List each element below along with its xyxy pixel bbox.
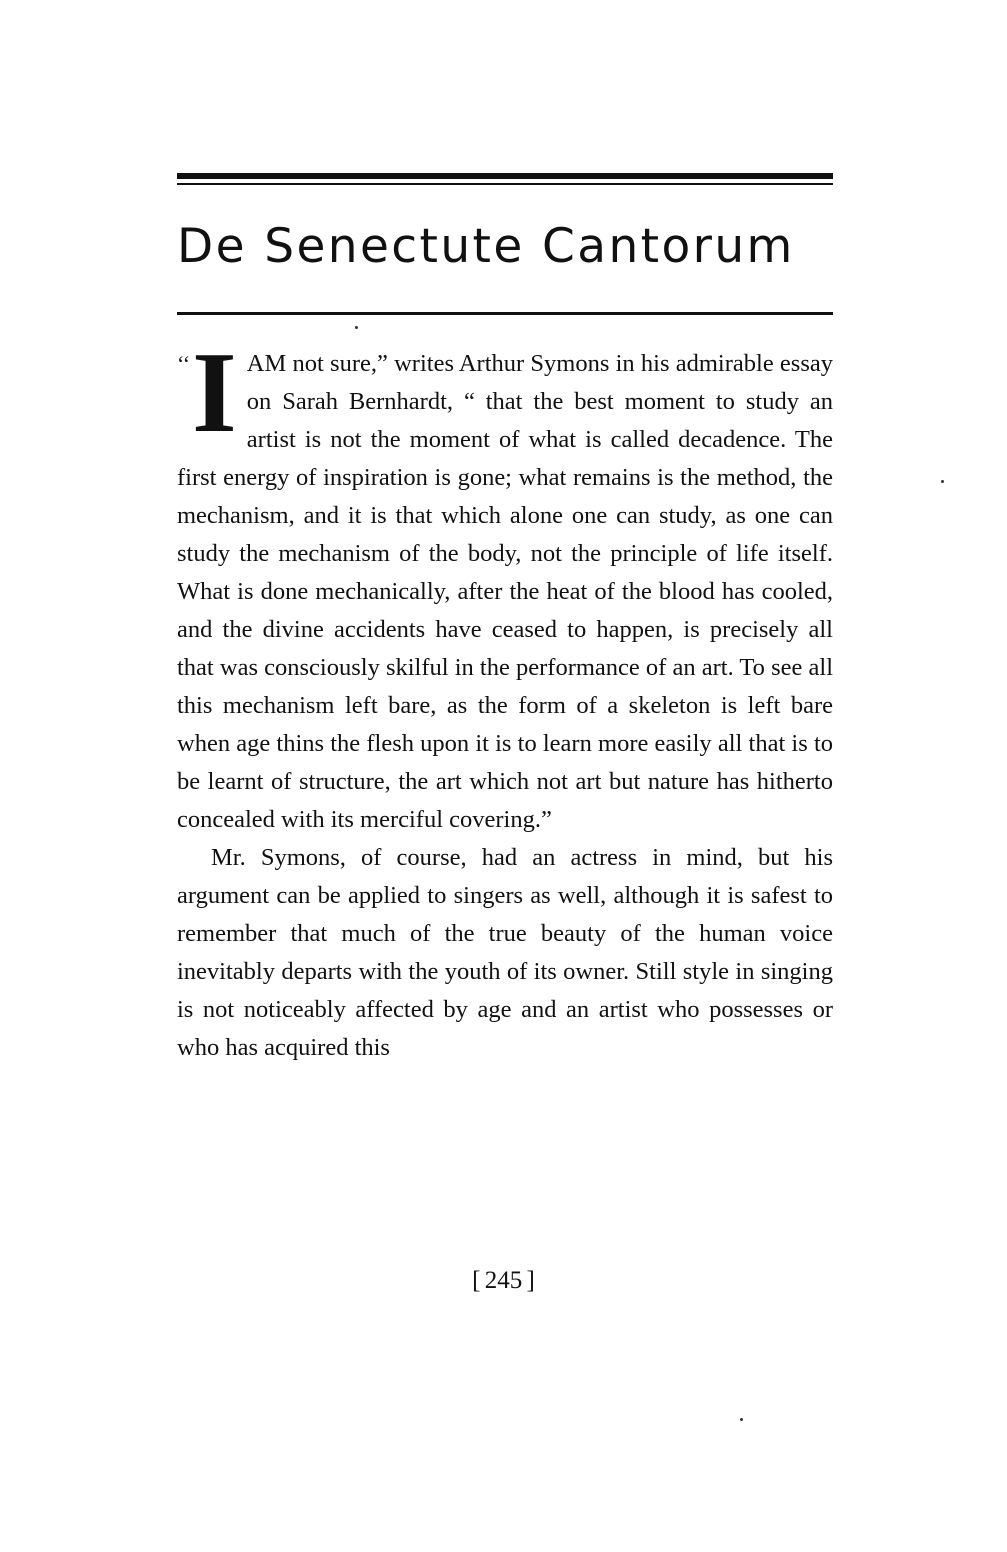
scan-speck <box>941 480 944 483</box>
page-number-value: 245 <box>484 1267 523 1294</box>
top-double-rule-thick <box>177 173 833 179</box>
opening-quote: ‘‘ <box>177 351 191 376</box>
drop-cap: I <box>192 329 237 456</box>
paragraph-second <box>177 839 833 1067</box>
title-underline-rule <box>177 312 833 315</box>
paragraph-first <box>177 329 833 839</box>
scan-speck <box>740 1418 743 1421</box>
body-text <box>177 329 833 1067</box>
page-number-close-bracket: ] <box>526 1267 535 1294</box>
paragraph-second-text: Mr. Symons, of course, had an actress in mind, but his argument can be applied to singers as well, although it is safest to remember that much of the true beauty of the human voice inevitably departs with the youth of its owner. Still style in singing is not noticeably affected by age and an artist who possesses or who has acquired this <box>177 844 833 1061</box>
scan-speck <box>355 326 358 329</box>
page-number-open-bracket: [ <box>472 1267 481 1294</box>
page-number <box>0 1262 1007 1300</box>
top-double-rule-thin <box>177 183 833 185</box>
chapter-title: De Senectute Cantorum <box>177 219 795 274</box>
paragraph-first-text: AM not sure,” writes Arthur Symons in his admirable essay on Sarah Bernhardt, “ that the best moment to study an artist is not the moment of what is called decadence. The first energy of inspiration is gone; what remains is the method, the mechanism, and it is that which alone one can study, as one can study the mechanism of the body, not the principle of life itself. What is done mechanically, after the heat of the blood has cooled, and the divine accidents have ceased to happen, is precisely all that was consciously skilful in the performance of an art. To see all this mechanism left bare, as the form of a skeleton is left bare when age thins the flesh upon it is to learn more easily all that is to be learnt of structure, the art which not art but nature has hitherto concealed with its merciful covering.” <box>177 350 833 833</box>
